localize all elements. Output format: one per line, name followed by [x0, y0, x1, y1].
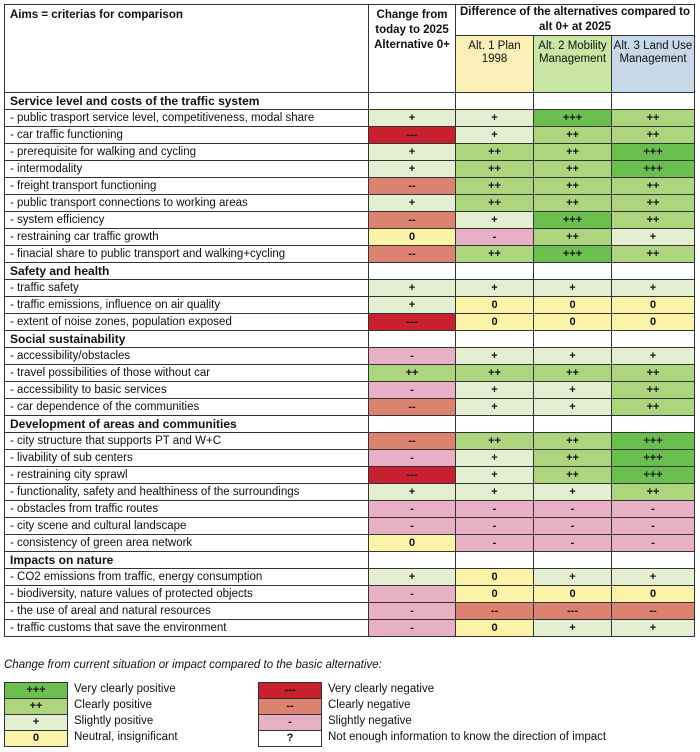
alt2-cell: ++: [534, 144, 612, 161]
alt2-cell: -: [534, 501, 612, 518]
legend-swatch: ++: [4, 698, 68, 715]
alt1-cell: +: [456, 127, 534, 144]
legend-swatch: +++: [4, 682, 68, 699]
change-cell: --: [369, 399, 456, 416]
alt1-cell: -: [456, 535, 534, 552]
alt2-cell: -: [534, 518, 612, 535]
alt3-cell: +: [612, 280, 695, 297]
legend-label: Slightly positive: [74, 715, 154, 727]
table-row: [5, 484, 695, 501]
criterion-label: - biodiversity, nature values of protected objects: [5, 586, 369, 603]
table-row: [5, 603, 695, 620]
section-header-empty-cell: [369, 331, 456, 348]
alt3-cell: +++: [612, 144, 695, 161]
table-row: [5, 586, 695, 603]
change-cell: -: [369, 518, 456, 535]
alt2-cell: +: [534, 569, 612, 586]
alt2-cell: ++: [534, 195, 612, 212]
alt2-cell: +: [534, 484, 612, 501]
change-cell: ++: [369, 365, 456, 382]
change-cell: ---: [369, 314, 456, 331]
alt2-cell: 0: [534, 297, 612, 314]
alt3-cell: +++: [612, 450, 695, 467]
legend-swatch: ---: [258, 682, 322, 699]
table-row: [5, 467, 695, 484]
change-cell: --: [369, 246, 456, 263]
alt1-cell: ++: [456, 365, 534, 382]
section-header-empty-cell: [612, 416, 695, 433]
section-header-row: [5, 416, 695, 433]
criterion-label: - extent of noise zones, population exposed: [5, 314, 369, 331]
change-cell: -: [369, 348, 456, 365]
criterion-label: - car dependence of the communities: [5, 399, 369, 416]
section-title: Social sustainability: [5, 331, 369, 348]
criterion-label: - accessibility/obstacles: [5, 348, 369, 365]
alt3-cell: +: [612, 620, 695, 637]
criterion-label: - the use of areal and natural resources: [5, 603, 369, 620]
alt2-cell: +++: [534, 110, 612, 127]
criterion-label: - intermodality: [5, 161, 369, 178]
table-row: [5, 569, 695, 586]
change-cell: +: [369, 297, 456, 314]
criterion-label: - prerequisite for walking and cycling: [5, 144, 369, 161]
criterion-label: - city structure that supports PT and W+C: [5, 433, 369, 450]
table-row: [5, 535, 695, 552]
change-cell: -: [369, 586, 456, 603]
table-row: [5, 382, 695, 399]
legend-label: Very clearly negative: [328, 683, 435, 695]
legend-label: Clearly positive: [74, 699, 152, 711]
change-cell: ---: [369, 467, 456, 484]
alt3-cell: +++: [612, 161, 695, 178]
criterion-label: - restraining car traffic growth: [5, 229, 369, 246]
alt3-cell: ++: [612, 212, 695, 229]
alt3-cell: +: [612, 569, 695, 586]
section-header-empty-cell: [369, 416, 456, 433]
alt3-cell: -: [612, 535, 695, 552]
alt2-cell: +: [534, 348, 612, 365]
section-title: Safety and health: [5, 263, 369, 280]
alt3-cell: 0: [612, 586, 695, 603]
criterion-label: - travel possibilities of those without car: [5, 365, 369, 382]
alt1-cell: --: [456, 603, 534, 620]
table-row: [5, 161, 695, 178]
alt2-cell: ---: [534, 603, 612, 620]
change-header: Change from today to 2025 Alternative 0+: [369, 5, 456, 93]
alt1-cell: ++: [456, 433, 534, 450]
section-header-row: [5, 552, 695, 569]
aims-header: Aims = criterias for comparison: [5, 5, 369, 93]
criterion-label: - CO2 emissions from traffic, energy consumption: [5, 569, 369, 586]
alt2-cell: 0: [534, 314, 612, 331]
section-header-row: [5, 93, 695, 110]
alt2-cell: 0: [534, 586, 612, 603]
table-row: [5, 399, 695, 416]
section-header-empty-cell: [456, 552, 534, 569]
table-row: [5, 229, 695, 246]
table-row: [5, 246, 695, 263]
criterion-label: - livability of sub centers: [5, 450, 369, 467]
alt2-header: Alt. 2 Mobility Management: [534, 36, 612, 93]
section-header-empty-cell: [612, 331, 695, 348]
alt1-cell: +: [456, 382, 534, 399]
change-cell: -: [369, 620, 456, 637]
change-cell: +: [369, 110, 456, 127]
change-cell: -: [369, 450, 456, 467]
section-header-empty-cell: [534, 263, 612, 280]
section-header-empty-cell: [456, 331, 534, 348]
section-header-empty-cell: [369, 552, 456, 569]
alt2-cell: +++: [534, 212, 612, 229]
criterion-label: - car traffic functioning: [5, 127, 369, 144]
section-header-empty-cell: [534, 93, 612, 110]
alt1-cell: +: [456, 399, 534, 416]
alt1-cell: +: [456, 450, 534, 467]
alt1-cell: +: [456, 110, 534, 127]
alt3-header: Alt. 3 Land Use Management: [612, 36, 695, 93]
table-row: [5, 212, 695, 229]
legend-label: Neutral, insignificant: [74, 731, 178, 743]
legend-label: Very clearly positive: [74, 683, 176, 695]
alt1-header: Alt. 1 Plan 1998: [456, 36, 534, 93]
section-title: Impacts on nature: [5, 552, 369, 569]
alt1-cell: 0: [456, 620, 534, 637]
alt2-cell: ++: [534, 161, 612, 178]
table-row: [5, 450, 695, 467]
alt3-cell: ++: [612, 178, 695, 195]
change-cell: +: [369, 161, 456, 178]
change-cell: -: [369, 603, 456, 620]
alt3-cell: ++: [612, 127, 695, 144]
table-row: [5, 144, 695, 161]
alt3-cell: +: [612, 348, 695, 365]
alt1-cell: -: [456, 518, 534, 535]
table-row: [5, 365, 695, 382]
alt2-cell: +: [534, 399, 612, 416]
alt3-cell: +++: [612, 467, 695, 484]
legend-label: Not enough information to know the direction of impact: [328, 731, 607, 743]
criterion-label: - public trasport service level, competitiveness, modal share: [5, 110, 369, 127]
alt3-cell: ++: [612, 399, 695, 416]
table-row: [5, 178, 695, 195]
alt1-cell: +: [456, 212, 534, 229]
criterion-label: - restraining city sprawl: [5, 467, 369, 484]
legend-swatch: -: [258, 714, 322, 731]
alt2-cell: ++: [534, 450, 612, 467]
alt3-cell: 0: [612, 297, 695, 314]
section-header-empty-cell: [456, 416, 534, 433]
criterion-label: - traffic emissions, influence on air quality: [5, 297, 369, 314]
alt2-cell: ++: [534, 127, 612, 144]
change-cell: --: [369, 212, 456, 229]
change-cell: --: [369, 178, 456, 195]
alt2-cell: ++: [534, 178, 612, 195]
legend-title: Change from current situation or impact compared to the basic alternative:: [4, 659, 382, 671]
alt1-cell: -: [456, 229, 534, 246]
change-cell: 0: [369, 229, 456, 246]
table-row: [5, 314, 695, 331]
section-header-empty-cell: [612, 93, 695, 110]
criterion-label: - consistency of green area network: [5, 535, 369, 552]
table-row: [5, 127, 695, 144]
criterion-label: - finacial share to public transport and walking+cycling: [5, 246, 369, 263]
section-header-empty-cell: [534, 416, 612, 433]
alt3-cell: +: [612, 229, 695, 246]
change-cell: ---: [369, 127, 456, 144]
difference-header: Difference of the alternatives compared to alt 0+ at 2025: [456, 5, 695, 36]
legend-swatch: +: [4, 714, 68, 731]
alt1-cell: ++: [456, 195, 534, 212]
change-cell: +: [369, 144, 456, 161]
section-title: Service level and costs of the traffic system: [5, 93, 369, 110]
table-row: [5, 195, 695, 212]
alt1-cell: 0: [456, 314, 534, 331]
alt1-cell: ++: [456, 178, 534, 195]
criterion-label: - traffic safety: [5, 280, 369, 297]
section-header-empty-cell: [612, 552, 695, 569]
comparison-table-wrapper: [4, 4, 694, 637]
section-header-row: [5, 263, 695, 280]
change-cell: +: [369, 569, 456, 586]
alt1-cell: 0: [456, 297, 534, 314]
alt3-cell: ++: [612, 365, 695, 382]
section-header-empty-cell: [369, 263, 456, 280]
alt2-cell: ++: [534, 365, 612, 382]
criterion-label: - accessibility to basic services: [5, 382, 369, 399]
change-cell: --: [369, 433, 456, 450]
alt1-cell: ++: [456, 246, 534, 263]
section-header-empty-cell: [612, 263, 695, 280]
alt2-cell: -: [534, 535, 612, 552]
change-cell: 0: [369, 535, 456, 552]
alt1-cell: +: [456, 280, 534, 297]
section-header-row: [5, 331, 695, 348]
criterion-label: - system efficiency: [5, 212, 369, 229]
legend-swatch: --: [258, 698, 322, 715]
alt3-cell: ++: [612, 382, 695, 399]
alt1-cell: 0: [456, 569, 534, 586]
table-row: [5, 280, 695, 297]
change-cell: +: [369, 484, 456, 501]
alt3-cell: --: [612, 603, 695, 620]
section-header-empty-cell: [456, 263, 534, 280]
criterion-label: - functionality, safety and healthiness of the surroundings: [5, 484, 369, 501]
alt1-cell: +: [456, 484, 534, 501]
alt2-cell: +++: [534, 246, 612, 263]
table-row: [5, 501, 695, 518]
criterion-label: - city scene and cultural landscape: [5, 518, 369, 535]
alt3-cell: ++: [612, 484, 695, 501]
alt1-cell: 0: [456, 586, 534, 603]
legend-swatch: ?: [258, 730, 322, 747]
alt1-cell: +: [456, 467, 534, 484]
alt3-cell: ++: [612, 110, 695, 127]
alt3-cell: ++: [612, 246, 695, 263]
alt1-cell: ++: [456, 144, 534, 161]
criterion-label: - freight transport functioning: [5, 178, 369, 195]
alt2-cell: +: [534, 382, 612, 399]
criterion-label: - public transport connections to working areas: [5, 195, 369, 212]
table-row: [5, 348, 695, 365]
section-title: Development of areas and communities: [5, 416, 369, 433]
change-cell: +: [369, 195, 456, 212]
alt2-cell: ++: [534, 467, 612, 484]
alt2-cell: ++: [534, 433, 612, 450]
alt3-cell: 0: [612, 314, 695, 331]
section-header-empty-cell: [534, 552, 612, 569]
table-row: [5, 110, 695, 127]
criterion-label: - obstacles from traffic routes: [5, 501, 369, 518]
legend-swatch: 0: [4, 730, 68, 747]
alt2-cell: +: [534, 620, 612, 637]
table-row: [5, 518, 695, 535]
alt1-cell: ++: [456, 161, 534, 178]
section-header-empty-cell: [534, 331, 612, 348]
alt3-cell: +++: [612, 433, 695, 450]
change-cell: +: [369, 280, 456, 297]
legend-label: Clearly negative: [328, 699, 411, 711]
alt3-cell: -: [612, 518, 695, 535]
alt3-cell: -: [612, 501, 695, 518]
section-header-empty-cell: [456, 93, 534, 110]
table-row: [5, 620, 695, 637]
change-cell: -: [369, 501, 456, 518]
table-row: [5, 297, 695, 314]
alt2-cell: ++: [534, 229, 612, 246]
section-header-empty-cell: [369, 93, 456, 110]
alt1-cell: +: [456, 348, 534, 365]
legend-label: Slightly negative: [328, 715, 412, 727]
change-cell: -: [369, 382, 456, 399]
comparison-table: [4, 4, 695, 637]
alt2-cell: +: [534, 280, 612, 297]
table-row: [5, 433, 695, 450]
criterion-label: - traffic customs that save the environment: [5, 620, 369, 637]
alt1-cell: -: [456, 501, 534, 518]
alt3-cell: ++: [612, 195, 695, 212]
